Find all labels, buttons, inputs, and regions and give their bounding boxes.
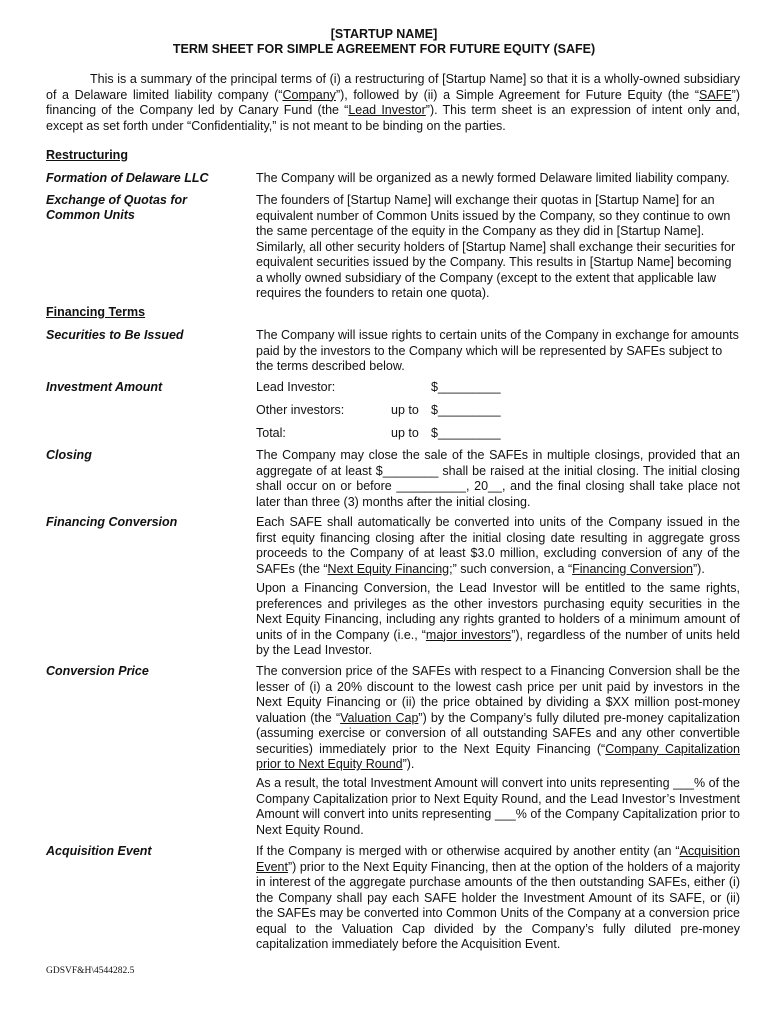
closing-label: Closing — [46, 448, 92, 462]
company-capitalization-term: Company Capitalization prior to Next Equity Round — [256, 741, 740, 771]
conversion-result-text: As a result, the total Investment Amount will convert into units representing ___% of the Company Capitalization prior to Next Equity Round, and the Lead Investor’s Investment Amount will convert into units representing ___% of the Company Capitalization prior to Next Equity Round. — [256, 776, 740, 837]
financing-conversion-term: Financing Conversion — [572, 561, 694, 576]
conversion-price-label: Conversion Price — [46, 664, 149, 678]
company-defined-term: Company — [282, 87, 336, 102]
securities-label: Securities to Be Issued — [46, 328, 184, 342]
lead-investor-defined-term: Lead Investor — [348, 103, 426, 117]
securities-text: The Company will issue rights to certain units of the Company in exchange for amounts paid by the investors to the Company which will be represented by SAFEs subject to the terms described below. — [256, 328, 739, 373]
document-title: TERM SHEET FOR SIMPLE AGREEMENT FOR FUTURE EQUITY (SAFE) — [172, 42, 596, 56]
valuation-cap-term: Valuation Cap — [340, 710, 419, 725]
next-equity-financing-term: Next Equity Financing; — [327, 561, 453, 576]
acquisition-event-term: Acquisition Event — [256, 844, 740, 874]
exchange-text: The founders of [Startup Name] will exchange their quotas in [Startup Name] for an equivalent number of Common Units issued by the Company, so they continue to own the same percentage of the equity in the Company as they did in [Startup Name]. Similarly, all other security holders of [Startup Name] shall exchange their securities for equivalent securities issued by the Company. This results in [Startup Name] becoming a wholly owned subsidiary of the Company (except to the extent that applicable law requires the founders to retain one quota). — [256, 193, 736, 300]
intro-paragraph: This is a summary of the principal terms of (i) a restructuring of [Startup Name] so that it is a wholly-owned subsidiary of a Delaware limited liability company (“Company”), followed by (ii) a Simple Agreement for Future Equity (the “SAFE”) financing of the Company led by Canary Fund (the “Lead Investor”). This term sheet is an expression of intent only and, except as set forth under “Confidentiality,” is not meant to be binding on the parties. — [46, 72, 740, 133]
major-investors-term: major investors — [425, 627, 512, 642]
investment-amount-label: Investment Amount — [46, 380, 163, 394]
document-header — [0, 27, 768, 57]
safe-defined-term: SAFE — [699, 87, 732, 102]
document-id-footer: GDSVF&H\4544282.5 — [46, 966, 135, 976]
formation-text: The Company will be organized as a newly formed Delaware limited liability company. — [256, 171, 730, 185]
closing-text: The Company may close the sale of the SAFEs in multiple closings, provided that an aggregate of at least $________ shall be raised at the initial closing. The initial closing shall occur on or before __________, 20__, and the final closing shall take place not later than three (3) months after the initial closing. — [256, 448, 740, 509]
startup-name-heading: [STARTUP NAME] — [330, 27, 438, 41]
financing-terms-heading: Financing Terms — [46, 305, 146, 319]
investment-row-lead: Lead Investor: $_________ — [256, 380, 501, 394]
investment-row-total: Total: up to $_________ — [256, 426, 501, 440]
investment-row-other: Other investors: up to $_________ — [256, 403, 501, 417]
financing-conversion-label: Financing Conversion — [46, 515, 178, 529]
lead-investor-rights-text: Upon a Financing Conversion, the Lead Investor will be entitled to the same rights, preferences and privileges as the other investors purchasing equity securities in the Next Equity Financing, including any rights granted to holders of a minimum amount of units of in the Company (i.e., “major investors”), regardless of the number of units held by the Lead Investor. — [256, 581, 740, 657]
acquisition-event-text: If the Company is merged with or otherwise acquired by another entity (an “Acquisition Event”) prior to the Next Equity Financing, then at the option of the holders of a majority in interest of the aggregate purchase amounts of the then outstanding SAFEs, either (i) the Company shall pay each SAFE holder the Investment Amount of its SAFE, or (ii) the SAFEs may be converted into Common Units of the Company at a conversion price equal to the Valuation Cap divided by the Company’s fully diluted pre-money capitalization immediately before the Acquisition Event. — [256, 844, 740, 951]
conversion-price-text: The conversion price of the SAFEs with respect to a Financing Conversion shall be the lesser of (i) a 20% discount to the lowest cash price per unit paid by investors in the Next Equity Financing or (ii) the price obtained by dividing a $XX million post-money valuation (the “Valuation Cap”) by the Company’s fully diluted pre-money capitalization (assuming exercise or conversion of all outstanding SAFEs and any other convertible securities) immediately prior to the Next Equity Financing (“Company Capitalization prior to Next Equity Round”). — [256, 664, 740, 771]
formation-label: Formation of Delaware LLC — [46, 171, 209, 185]
financing-conversion-text: Each SAFE shall automatically be converted into units of the Company issued in the first equity financing closing after the initial closing date resulting in aggregate gross proceeds to the Company of at least $3.0 million, excluding conversion of any of the SAFEs (the “Next Equity Financing;” such conversion, a “Financing Conversion”). — [256, 515, 740, 576]
restructuring-heading: Restructuring — [46, 148, 128, 162]
exchange-label: Exchange of Quotas for Common Units — [46, 193, 187, 222]
acquisition-event-label: Acquisition Event — [46, 844, 152, 858]
